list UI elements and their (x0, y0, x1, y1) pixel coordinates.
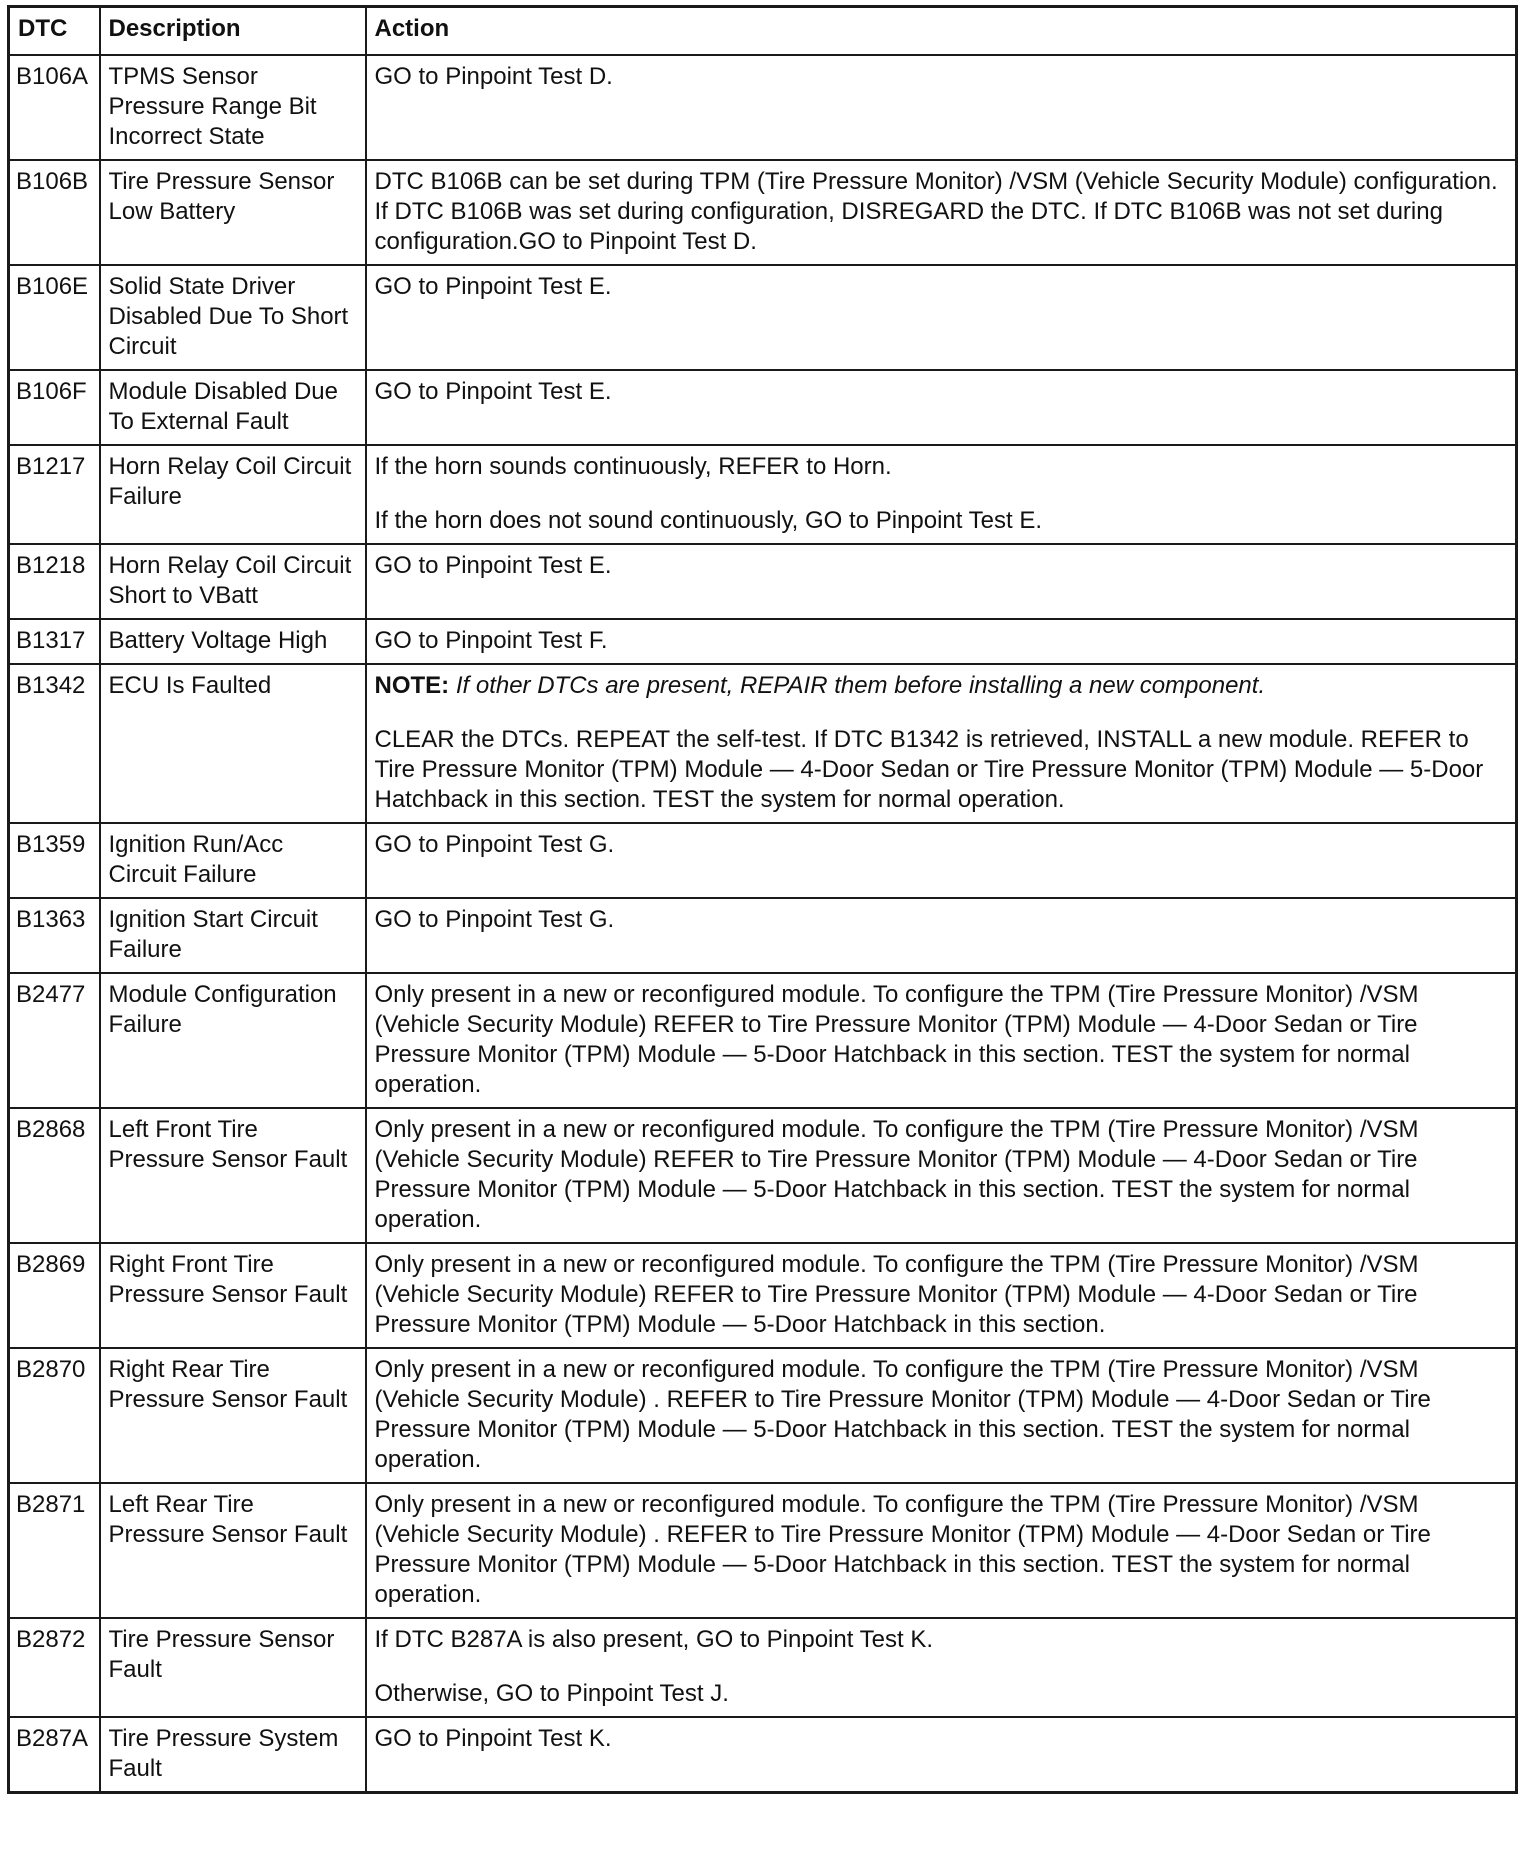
table-row (9, 973, 1517, 1108)
dtc-code-cell: B106B (9, 160, 100, 265)
description-cell: Battery Voltage High (100, 619, 366, 664)
table-row (9, 544, 1517, 619)
description-cell: Left Front Tire Pressure Sensor Fault (100, 1108, 366, 1243)
action-cell (366, 544, 1517, 619)
action-paragraph: If DTC B287A is also present, GO to Pinpoint Test K. (374, 1625, 933, 1653)
action-paragraph: Only present in a new or reconfigured module. To configure the TPM (Tire Pressure Monitor) /VSM (Vehicle Security Module) REFER to Tire Pressure Monitor (TPM) Module — 4-Door Sedan or Tire Pressure Monitor (TPM) Module — 5-Door Hatchback in this section. TEST the system for normal operation. (374, 1115, 1419, 1233)
action-cell (366, 664, 1517, 823)
description-cell: Tire Pressure Sensor Low Battery (100, 160, 366, 265)
dtc-code-cell: B106F (9, 370, 100, 445)
action-paragraph: CLEAR the DTCs. REPEAT the self-test. If DTC B1342 is retrieved, INSTALL a new module. REFER to Tire Pressure Monitor (TPM) Module — 4-Door Sedan or Tire Pressure Monitor (TPM) Module — 5-Door Hatchback in this section. TEST the system for normal operation. (374, 725, 1484, 813)
description-cell: Module Configuration Failure (100, 973, 366, 1108)
description-cell: Horn Relay Coil Circuit Short to VBatt (100, 544, 366, 619)
note-label: NOTE: (374, 671, 450, 699)
dtc-code-cell: B2871 (9, 1483, 100, 1618)
action-cell (366, 55, 1517, 160)
dtc-code-cell: B2477 (9, 973, 100, 1108)
action-cell (366, 1717, 1517, 1793)
action-cell (366, 1483, 1517, 1618)
table-row (9, 823, 1517, 898)
action-cell (366, 1348, 1517, 1483)
action-paragraph: GO to Pinpoint Test E. (374, 377, 612, 405)
note-text: If other DTCs are present, REPAIR them before installing a new component. (455, 671, 1266, 699)
action-paragraph: If the horn does not sound continuously, GO to Pinpoint Test E. (374, 506, 1043, 534)
table-row (9, 55, 1517, 160)
description-cell: Tire Pressure System Fault (100, 1717, 366, 1793)
description-cell: ECU Is Faulted (100, 664, 366, 823)
description-cell: Right Front Tire Pressure Sensor Fault (100, 1243, 366, 1348)
action-cell (366, 823, 1517, 898)
table-row (9, 898, 1517, 973)
table-header (9, 7, 1517, 55)
header-dtc: DTC (9, 7, 100, 55)
action-paragraph: Only present in a new or reconfigured module. To configure the TPM (Tire Pressure Monitor) /VSM (Vehicle Security Module) . REFER to Tire Pressure Monitor (TPM) Module — 4-Door Sedan or Tire Pressure Monitor (TPM) Module — 5-Door Hatchback in this section. TEST the system for normal operation. (374, 1355, 1431, 1473)
description-cell: Solid State Driver Disabled Due To Short Circuit (100, 265, 366, 370)
table-row (9, 1717, 1517, 1793)
header-description: Description (100, 7, 366, 55)
action-cell (366, 265, 1517, 370)
description-cell: Tire Pressure Sensor Fault (100, 1618, 366, 1717)
action-cell (366, 973, 1517, 1108)
action-paragraph: DTC B106B can be set during TPM (Tire Pressure Monitor) /VSM (Vehicle Security Module) configuration. If DTC B106B was set during configuration, DISREGARD the DTC. If DTC B106B was not set during configuration.GO to Pinpoint Test D. (374, 167, 1498, 255)
action-paragraph: Otherwise, GO to Pinpoint Test J. (374, 1679, 729, 1707)
action-paragraph: Only present in a new or reconfigured module. To configure the TPM (Tire Pressure Monitor) /VSM (Vehicle Security Module) . REFER to Tire Pressure Monitor (TPM) Module — 4-Door Sedan or Tire Pressure Monitor (TPM) Module — 5-Door Hatchback in this section. TEST the system for normal operation. (374, 1490, 1431, 1608)
dtc-code-cell: B1363 (9, 898, 100, 973)
table-row (9, 1618, 1517, 1717)
table-row (9, 1108, 1517, 1243)
action-cell (366, 160, 1517, 265)
dtc-code-cell: B1317 (9, 619, 100, 664)
action-cell (366, 370, 1517, 445)
action-paragraph: If the horn sounds continuously, REFER to Horn. (374, 452, 892, 480)
dtc-code-cell: B1218 (9, 544, 100, 619)
dtc-code-cell: B1359 (9, 823, 100, 898)
action-paragraph: Only present in a new or reconfigured module. To configure the TPM (Tire Pressure Monitor) /VSM (Vehicle Security Module) REFER to Tire Pressure Monitor (TPM) Module — 4-Door Sedan or Tire Pressure Monitor (TPM) Module — 5-Door Hatchback in this section. (374, 1250, 1419, 1338)
dtc-code-cell: B106E (9, 265, 100, 370)
table-row (9, 1348, 1517, 1483)
description-cell: Left Rear Tire Pressure Sensor Fault (100, 1483, 366, 1618)
header-action: Action (366, 7, 1517, 55)
table-row (9, 1483, 1517, 1618)
action-paragraph: GO to Pinpoint Test G. (374, 830, 615, 858)
table-row (9, 160, 1517, 265)
action-paragraph: GO to Pinpoint Test E. (374, 272, 612, 300)
action-cell (366, 445, 1517, 544)
action-paragraph: GO to Pinpoint Test K. (374, 1724, 612, 1752)
dtc-code-cell: B2872 (9, 1618, 100, 1717)
dtc-code-cell: B2869 (9, 1243, 100, 1348)
description-cell: Right Rear Tire Pressure Sensor Fault (100, 1348, 366, 1483)
action-cell (366, 1618, 1517, 1717)
action-paragraph: GO to Pinpoint Test F. (374, 626, 608, 654)
description-cell: Ignition Run/Acc Circuit Failure (100, 823, 366, 898)
table-row (9, 265, 1517, 370)
header-row (9, 7, 1517, 55)
dtc-code-cell: B106A (9, 55, 100, 160)
dtc-code-cell: B1342 (9, 664, 100, 823)
dtc-code-cell: B1217 (9, 445, 100, 544)
action-paragraph: Only present in a new or reconfigured module. To configure the TPM (Tire Pressure Monitor) /VSM (Vehicle Security Module) REFER to Tire Pressure Monitor (TPM) Module — 4-Door Sedan or Tire Pressure Monitor (TPM) Module — 5-Door Hatchback in this section. TEST the system for normal operation. (374, 980, 1419, 1098)
description-cell: Module Disabled Due To External Fault (100, 370, 366, 445)
table-row (9, 664, 1517, 823)
table-row (9, 1243, 1517, 1348)
dtc-code-cell: B287A (9, 1717, 100, 1793)
description-cell: Ignition Start Circuit Failure (100, 898, 366, 973)
table-row (9, 370, 1517, 445)
action-cell (366, 619, 1517, 664)
action-paragraph: GO to Pinpoint Test D. (374, 62, 613, 90)
dtc-code-cell: B2870 (9, 1348, 100, 1483)
description-cell: TPMS Sensor Pressure Range Bit Incorrect State (100, 55, 366, 160)
action-cell (366, 1243, 1517, 1348)
note-paragraph (375, 671, 1508, 701)
table-row (9, 619, 1517, 664)
description-cell: Horn Relay Coil Circuit Failure (100, 445, 366, 544)
action-cell (366, 898, 1517, 973)
action-paragraph: GO to Pinpoint Test G. (374, 905, 615, 933)
dtc-table (7, 5, 1518, 1794)
action-paragraph: GO to Pinpoint Test E. (374, 551, 612, 579)
dtc-code-cell: B2868 (9, 1108, 100, 1243)
table-body (9, 55, 1517, 1793)
action-cell (366, 1108, 1517, 1243)
table-row (9, 445, 1517, 544)
